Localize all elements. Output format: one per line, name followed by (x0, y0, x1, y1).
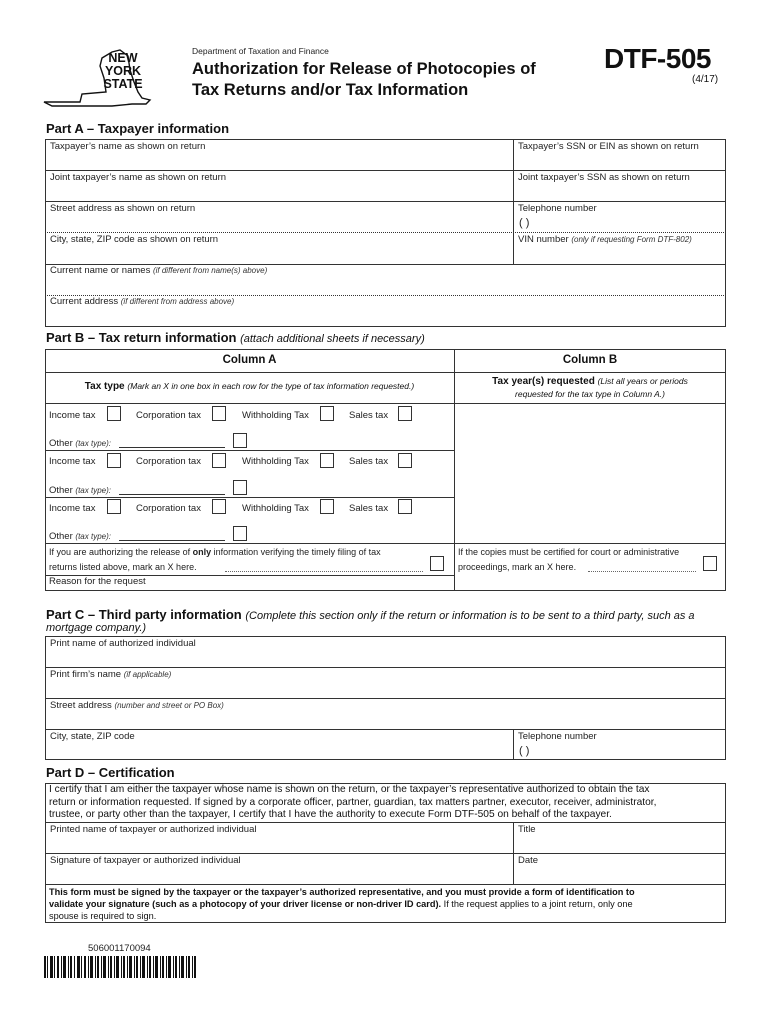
certification-text: I certify that I am either the taxpayer whose name is shown on the return, or the taxpayer’s representative authorized to obtain the tax return or information requested. If signed by a corporate officer, partner, guardian, tax matters partner, executor, receiver, administrator, trustee, or party other than the taxpayer, I certify that I have the authority to execute Form DTF-505 on behalf of the taxpayer. (49, 784, 657, 820)
income-tax-checkbox-3[interactable] (107, 499, 121, 514)
city-state-zip-field[interactable]: City, state, ZIP code as shown on return (50, 234, 219, 245)
part-a-title: Part A – Taxpayer information (46, 121, 230, 136)
joint-taxpayer-ssn-field[interactable]: Joint taxpayer’s SSN as shown on return (518, 172, 690, 183)
sales-tax-checkbox-2[interactable] (398, 453, 412, 468)
sales-tax-label: Sales tax (349, 410, 389, 421)
withholding-tax-label: Withholding Tax (242, 410, 309, 421)
sales-tax-checkbox-1[interactable] (398, 406, 412, 421)
joint-taxpayer-name-field[interactable]: Joint taxpayer’s name as shown on return (50, 172, 227, 183)
state-logo-text: NEW YORK STATE (103, 51, 143, 91)
part-b-title: Part B – Tax return information (attach additional sheets if necessary) (46, 330, 425, 345)
verify-filing-checkbox[interactable] (430, 556, 444, 571)
other-tax-label: Other (tax type): (49, 438, 111, 449)
income-tax-checkbox-1[interactable] (107, 406, 121, 421)
barcode-icon (44, 956, 196, 978)
other-tax-input-1[interactable] (119, 447, 225, 448)
certified-copies-text-line2: proceedings, mark an X here. (458, 562, 577, 572)
certified-copies-checkbox[interactable] (703, 556, 717, 571)
income-tax-label: Income tax (49, 456, 96, 467)
barcode-number: 506001170094 (88, 943, 151, 954)
column-b-header: Column B (562, 354, 618, 366)
third-party-telephone-label: Telephone number (518, 731, 597, 742)
current-address-field[interactable]: Current address (if different from address above) (50, 296, 235, 307)
tax-year-input-2[interactable] (455, 451, 725, 496)
verify-filing-text-line2: returns listed above, mark an X here. (49, 562, 197, 572)
other-tax-label: Other (tax type): (49, 485, 111, 496)
withholding-tax-checkbox-1[interactable] (320, 406, 334, 421)
street-address-field[interactable]: Street address as shown on return (50, 203, 196, 214)
signature-field[interactable]: Signature of taxpayer or authorized individual (50, 855, 241, 866)
third-party-telephone-field[interactable]: ( ) (519, 745, 530, 757)
other-tax-input-3[interactable] (119, 540, 225, 541)
other-tax-checkbox-1[interactable] (233, 433, 247, 448)
sales-tax-label: Sales tax (349, 503, 389, 514)
telephone-field[interactable]: ( ) (519, 217, 530, 229)
reason-for-request-field[interactable]: Reason for the request (49, 576, 146, 587)
current-name-field[interactable]: Current name or names (if different from name(s) above) (50, 265, 268, 276)
form-title-line2: Tax Returns and/or Tax Information (192, 81, 469, 99)
corporation-tax-label: Corporation tax (136, 456, 201, 467)
corporation-tax-label: Corporation tax (136, 503, 201, 514)
tax-year-input-3[interactable] (455, 498, 725, 542)
withholding-tax-checkbox-3[interactable] (320, 499, 334, 514)
income-tax-label: Income tax (49, 503, 96, 514)
firm-name-field[interactable]: Print firm’s name (if applicable) (50, 669, 172, 680)
authorized-individual-name-field[interactable]: Print name of authorized individual (50, 638, 196, 649)
corporation-tax-checkbox-3[interactable] (212, 499, 226, 514)
part-c-title: Part C – Third party information (Complete this section only if the return or information is to be sent to a third party, such as a (46, 607, 695, 622)
form-title-line1: Authorization for Release of Photocopies of (192, 60, 536, 78)
corporation-tax-checkbox-2[interactable] (212, 453, 226, 468)
taxpayer-name-field[interactable]: Taxpayer’s name as shown on return (50, 141, 206, 152)
sales-tax-checkbox-3[interactable] (398, 499, 412, 514)
certified-copies-text-line1: If the copies must be certified for court or administrative (458, 547, 680, 557)
tax-year-header: Tax year(s) requested (List all years or periods requested for the tax type in Column A.) (492, 376, 688, 399)
other-tax-checkbox-2[interactable] (233, 480, 247, 495)
department-name: Department of Taxation and Finance (192, 46, 329, 56)
date-field[interactable]: Date (518, 855, 539, 866)
corporation-tax-label: Corporation tax (136, 410, 201, 421)
vin-field[interactable]: VIN number (only if requesting Form DTF-802) (518, 234, 692, 245)
income-tax-checkbox-2[interactable] (107, 453, 121, 468)
sales-tax-label: Sales tax (349, 456, 389, 467)
part-c-title-note2: mortgage company.) (46, 622, 147, 634)
corporation-tax-checkbox-1[interactable] (212, 406, 226, 421)
column-a-header: Column A (222, 354, 277, 366)
tax-year-input-1[interactable] (455, 404, 725, 449)
other-tax-input-2[interactable] (119, 494, 225, 495)
signature-notice: This form must be signed by the taxpayer or the taxpayer’s authorized representative, and you must provide a form of identification to validate your signature (such as a photocopy of your driver license or non-driver ID card). If the request applies to a joint return, only one spouse is required to sign. (49, 887, 635, 921)
telephone-label: Telephone number (518, 203, 597, 214)
third-party-city-field[interactable]: City, state, ZIP code (50, 731, 135, 742)
other-tax-checkbox-3[interactable] (233, 526, 247, 541)
income-tax-label: Income tax (49, 410, 96, 421)
withholding-tax-checkbox-2[interactable] (320, 453, 334, 468)
title-field[interactable]: Title (518, 824, 536, 835)
form-revision: (4/17) (692, 74, 719, 85)
verify-filing-text-line1: If you are authorizing the release of only information verifying the timely filing of tax (49, 547, 381, 557)
printed-name-field[interactable]: Printed name of taxpayer or authorized individual (50, 824, 257, 835)
withholding-tax-label: Withholding Tax (242, 456, 309, 467)
form-number: DTF-505 (604, 43, 711, 74)
part-d-title: Part D – Certification (46, 765, 175, 780)
other-tax-label: Other (tax type): (49, 531, 111, 542)
tax-type-header: Tax type (Mark an X in one box in each row for the type of tax information requested.) (84, 381, 415, 392)
taxpayer-ssn-field[interactable]: Taxpayer’s SSN or EIN as shown on return (518, 141, 699, 152)
withholding-tax-label: Withholding Tax (242, 503, 309, 514)
third-party-street-field[interactable]: Street address (number and street or PO Box) (50, 700, 224, 711)
